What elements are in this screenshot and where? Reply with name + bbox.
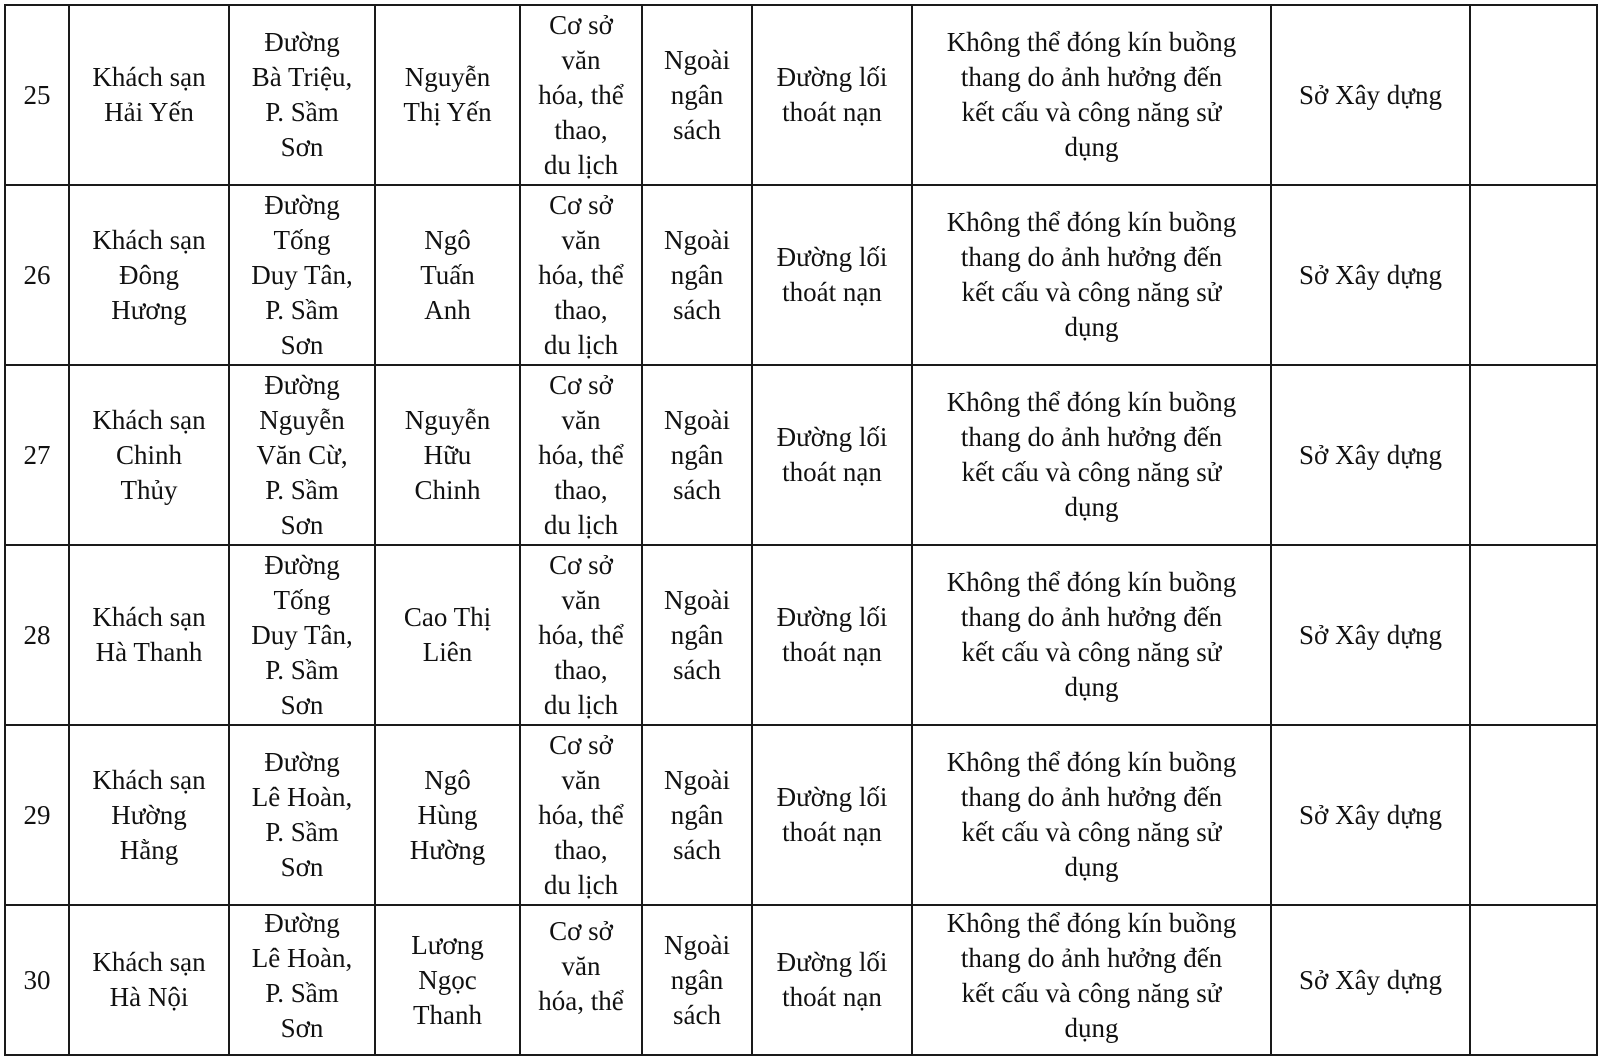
cell-address: Đường Lê Hoàn, P. Sầm Sơn — [229, 905, 375, 1055]
cell-note — [1470, 5, 1597, 185]
cell-owner: Cao Thị Liên — [375, 545, 520, 725]
cell-owner: Ngô Tuấn Anh — [375, 185, 520, 365]
cell-owner: Nguyễn Hữu Chinh — [375, 365, 520, 545]
cell-agency: Sở Xây dựng — [1271, 5, 1470, 185]
cell-type: Cơ sở văn hóa, thể thao, du lịch — [520, 5, 642, 185]
cell-funding: Ngoài ngân sách — [642, 365, 752, 545]
cell-issue: Không thể đóng kín buồng thang do ảnh hưởng đến kết cấu và công năng sử dụng — [912, 365, 1271, 545]
cell-agency: Sở Xây dựng — [1271, 365, 1470, 545]
cell-violation: Đường lối thoát nạn — [752, 365, 912, 545]
hotel-violation-table — [4, 4, 1598, 1056]
table-body — [5, 5, 1597, 1055]
cell-issue: Không thể đóng kín buồng thang do ảnh hưởng đến kết cấu và công năng sử dụng — [912, 905, 1271, 1055]
cell-note — [1470, 725, 1597, 905]
cell-violation: Đường lối thoát nạn — [752, 545, 912, 725]
cell-type: Cơ sở văn hóa, thể thao, du lịch — [520, 545, 642, 725]
cell-stt: 29 — [5, 725, 69, 905]
cell-type: Cơ sở văn hóa, thể thao, du lịch — [520, 185, 642, 365]
table-row — [5, 545, 1597, 725]
cell-agency: Sở Xây dựng — [1271, 185, 1470, 365]
cell-violation: Đường lối thoát nạn — [752, 905, 912, 1055]
cell-violation: Đường lối thoát nạn — [752, 725, 912, 905]
cell-address: Đường Tống Duy Tân, P. Sầm Sơn — [229, 185, 375, 365]
cell-address: Đường Tống Duy Tân, P. Sầm Sơn — [229, 545, 375, 725]
cell-name: Khách sạn Chinh Thủy — [69, 365, 229, 545]
cell-stt: 26 — [5, 185, 69, 365]
cell-violation: Đường lối thoát nạn — [752, 5, 912, 185]
cell-address: Đường Nguyễn Văn Cừ, P. Sầm Sơn — [229, 365, 375, 545]
cell-note — [1470, 905, 1597, 1055]
cell-address: Đường Bà Triệu, P. Sầm Sơn — [229, 5, 375, 185]
cell-stt: 28 — [5, 545, 69, 725]
cell-stt: 30 — [5, 905, 69, 1055]
cell-name: Khách sạn Hải Yến — [69, 5, 229, 185]
cell-owner: Nguyễn Thị Yến — [375, 5, 520, 185]
cell-agency: Sở Xây dựng — [1271, 725, 1470, 905]
cell-funding: Ngoài ngân sách — [642, 725, 752, 905]
table-row — [5, 365, 1597, 545]
cell-type: Cơ sở văn hóa, thể thao, du lịch — [520, 365, 642, 545]
cell-funding: Ngoài ngân sách — [642, 185, 752, 365]
cell-issue: Không thể đóng kín buồng thang do ảnh hưởng đến kết cấu và công năng sử dụng — [912, 545, 1271, 725]
cell-agency: Sở Xây dựng — [1271, 545, 1470, 725]
cell-name: Khách sạn Đông Hương — [69, 185, 229, 365]
table-row — [5, 905, 1597, 1055]
table-row — [5, 5, 1597, 185]
cell-note — [1470, 365, 1597, 545]
cell-owner: Lương Ngọc Thanh — [375, 905, 520, 1055]
cell-violation: Đường lối thoát nạn — [752, 185, 912, 365]
cell-address: Đường Lê Hoàn, P. Sầm Sơn — [229, 725, 375, 905]
cell-name: Khách sạn Hà Thanh — [69, 545, 229, 725]
cell-note — [1470, 545, 1597, 725]
table-row — [5, 725, 1597, 905]
cell-funding: Ngoài ngân sách — [642, 545, 752, 725]
cell-issue: Không thể đóng kín buồng thang do ảnh hưởng đến kết cấu và công năng sử dụng — [912, 725, 1271, 905]
cell-name: Khách sạn Hường Hằng — [69, 725, 229, 905]
cell-issue: Không thể đóng kín buồng thang do ảnh hưởng đến kết cấu và công năng sử dụng — [912, 185, 1271, 365]
cell-note — [1470, 185, 1597, 365]
cell-name: Khách sạn Hà Nội — [69, 905, 229, 1055]
cell-owner: Ngô Hùng Hường — [375, 725, 520, 905]
table-row — [5, 185, 1597, 365]
cell-stt: 25 — [5, 5, 69, 185]
cell-type: Cơ sở văn hóa, thể thao, du lịch — [520, 725, 642, 905]
cell-stt: 27 — [5, 365, 69, 545]
cell-type: Cơ sở văn hóa, thể — [520, 905, 642, 1055]
cell-agency: Sở Xây dựng — [1271, 905, 1470, 1055]
cell-funding: Ngoài ngân sách — [642, 905, 752, 1055]
cell-issue: Không thể đóng kín buồng thang do ảnh hưởng đến kết cấu và công năng sử dụng — [912, 5, 1271, 185]
cell-funding: Ngoài ngân sách — [642, 5, 752, 185]
